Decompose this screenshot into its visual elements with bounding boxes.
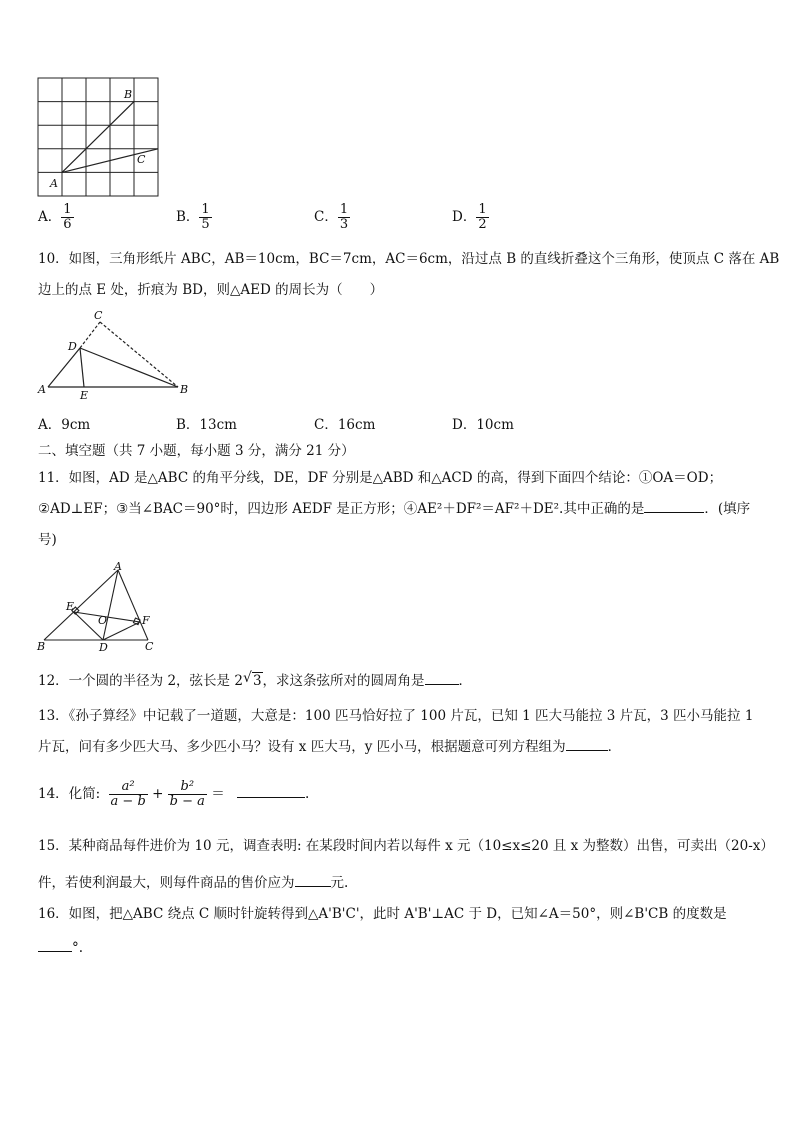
q11-text-line3: 号) (38, 532, 57, 548)
q14-answer-blank[interactable] (237, 785, 305, 798)
q14-fraction-1: $\frac{\text{a²}}{a - b}$ (110, 779, 146, 809)
q10-label-c: C (94, 309, 103, 322)
q12-text-end: ． (458, 673, 473, 689)
q11-text-line2b: ．(填序 (704, 501, 751, 517)
q9-option-c[interactable] (314, 203, 350, 232)
q14-equals: ＝ (211, 786, 225, 802)
q9-option-b-fraction: $\frac{1}{5}$ (201, 202, 210, 232)
q9-option-d-label: D． (452, 209, 477, 225)
q10-text-line1: 10．如图，三角形纸片 ABC，AB＝10cm，BC＝7cm，AC＝6cm，沿过点 B 的直线折叠这个三角形，使顶点 C 落在 AB (38, 251, 780, 267)
q11-label-o: O (98, 614, 108, 627)
q10-label-d: D (68, 340, 77, 353)
q16-text-line1: 16．如图，把△ABC 绕点 C 顺时针旋转得到△A'B'C'，此时 A'B'⊥AC 于 D，已知∠A＝50°，则∠B'CB 的度数是 (38, 906, 727, 922)
q14-plus: + (152, 786, 164, 802)
section-heading-fill-in: 二、填空题（共 7 小题，每小题 3 分，满分 21 分） (38, 443, 355, 459)
q12-text-pre: 12．一个圆的半径为 2，弦长是 2 (38, 673, 243, 689)
q11-label-b: B (37, 640, 46, 653)
q16-answer-blank[interactable] (38, 939, 72, 952)
q9-label-c: C (137, 153, 146, 166)
q16-text-line2 (38, 939, 83, 957)
q10-label-e: E (80, 389, 89, 400)
q9-option-b[interactable] (176, 203, 212, 232)
q15-text-line2b: 元. (330, 875, 349, 891)
q13-answer-blank[interactable] (566, 738, 608, 751)
q9-option-a[interactable] (38, 203, 74, 232)
q9-option-c-fraction: $\frac{1}{3}$ (339, 202, 349, 232)
q11-label-c: C (145, 640, 154, 653)
q11-text-line2a: ②AD⊥EF；③当∠BAC＝90°时，四边形 AEDF 是正方形；④AE²＋DF²＝AF²＋DE².其中正确的是 (38, 501, 645, 517)
q10-option-c[interactable]: C．16cm (314, 417, 376, 433)
q14-text-end: . (305, 786, 310, 802)
q9-label-b: B (124, 88, 133, 101)
q15-text-line2 (38, 874, 348, 892)
q10-label-b: B (180, 383, 189, 396)
q10-option-a[interactable]: A．9cm (38, 417, 91, 433)
q10-triangle-figure (36, 308, 192, 400)
q12-sqrt: √ 3 (242, 670, 262, 689)
q11-text-line2 (38, 500, 750, 518)
q15-text-line2a: 件，若使利润最大，则每件商品的售价应为 (38, 875, 295, 891)
q11-answer-blank[interactable] (644, 500, 704, 513)
q9-option-d[interactable] (452, 203, 489, 232)
q14-fraction-2: $\frac{\text{b²}}{b - a}$ (169, 779, 205, 809)
q10-label-a: A (38, 383, 46, 396)
q10-option-d[interactable]: D．10cm (452, 417, 514, 433)
q12-text-post: ，求这条弦所对的圆周角是 (262, 673, 425, 689)
q9-option-a-label: A． (38, 209, 62, 225)
q9-option-b-label: B． (176, 209, 200, 225)
q11-text-line1: 11．如图，AD 是△ABC 的角平分线，DE，DF 分别是△ABD 和△ACD 的高，得到下面四个结论：①OA＝OD； (38, 470, 723, 486)
q9-option-a-fraction: $\frac{1}{6}$ (63, 202, 72, 232)
q15-answer-blank[interactable] (295, 874, 331, 887)
q9-grid-figure (36, 76, 166, 198)
q9-option-d-fraction: $\frac{1}{2}$ (478, 202, 487, 232)
q13-text-line1: 13．《孙子算经》中记载了一道题，大意是：100 匹马恰好拉了 100 片瓦，已知 1 匹大马能拉 3 片瓦，3 匹小马能拉 1 (38, 708, 754, 724)
q12-answer-blank[interactable] (425, 672, 459, 685)
q11-triangle-figure (36, 562, 158, 654)
q13-text-end: ． (607, 739, 622, 755)
q9-label-a: A (50, 177, 58, 190)
q12-text (38, 672, 472, 690)
q10-text-line2: 边上的点 E 处，折痕为 BD，则△AED 的周长为（ ） (38, 282, 384, 298)
q13-text-line2a: 片瓦，问有多少匹大马、多少匹小马？设有 x 匹大马，y 匹小马，根据题意可列方程组为 (38, 739, 566, 755)
q11-label-e: E (66, 600, 75, 613)
q11-label-d: D (99, 641, 108, 654)
q11-label-a: A (114, 562, 122, 573)
q14-text (38, 777, 309, 811)
q15-text-line1: 15．某种商品每件进价为 10 元，调查表明: 在某段时间内若以每件 x 元（10≤x≤20 且 x 为整数）出售，可卖出（20-x） (38, 838, 774, 854)
q14-text-pre: 14．化简: (38, 786, 101, 802)
q10-option-b[interactable]: B．13cm (176, 417, 237, 433)
q9-option-c-label: C． (314, 209, 338, 225)
q11-label-f: F (142, 614, 150, 627)
q13-text-line2 (38, 738, 621, 756)
q16-text-end: °. (72, 940, 84, 956)
